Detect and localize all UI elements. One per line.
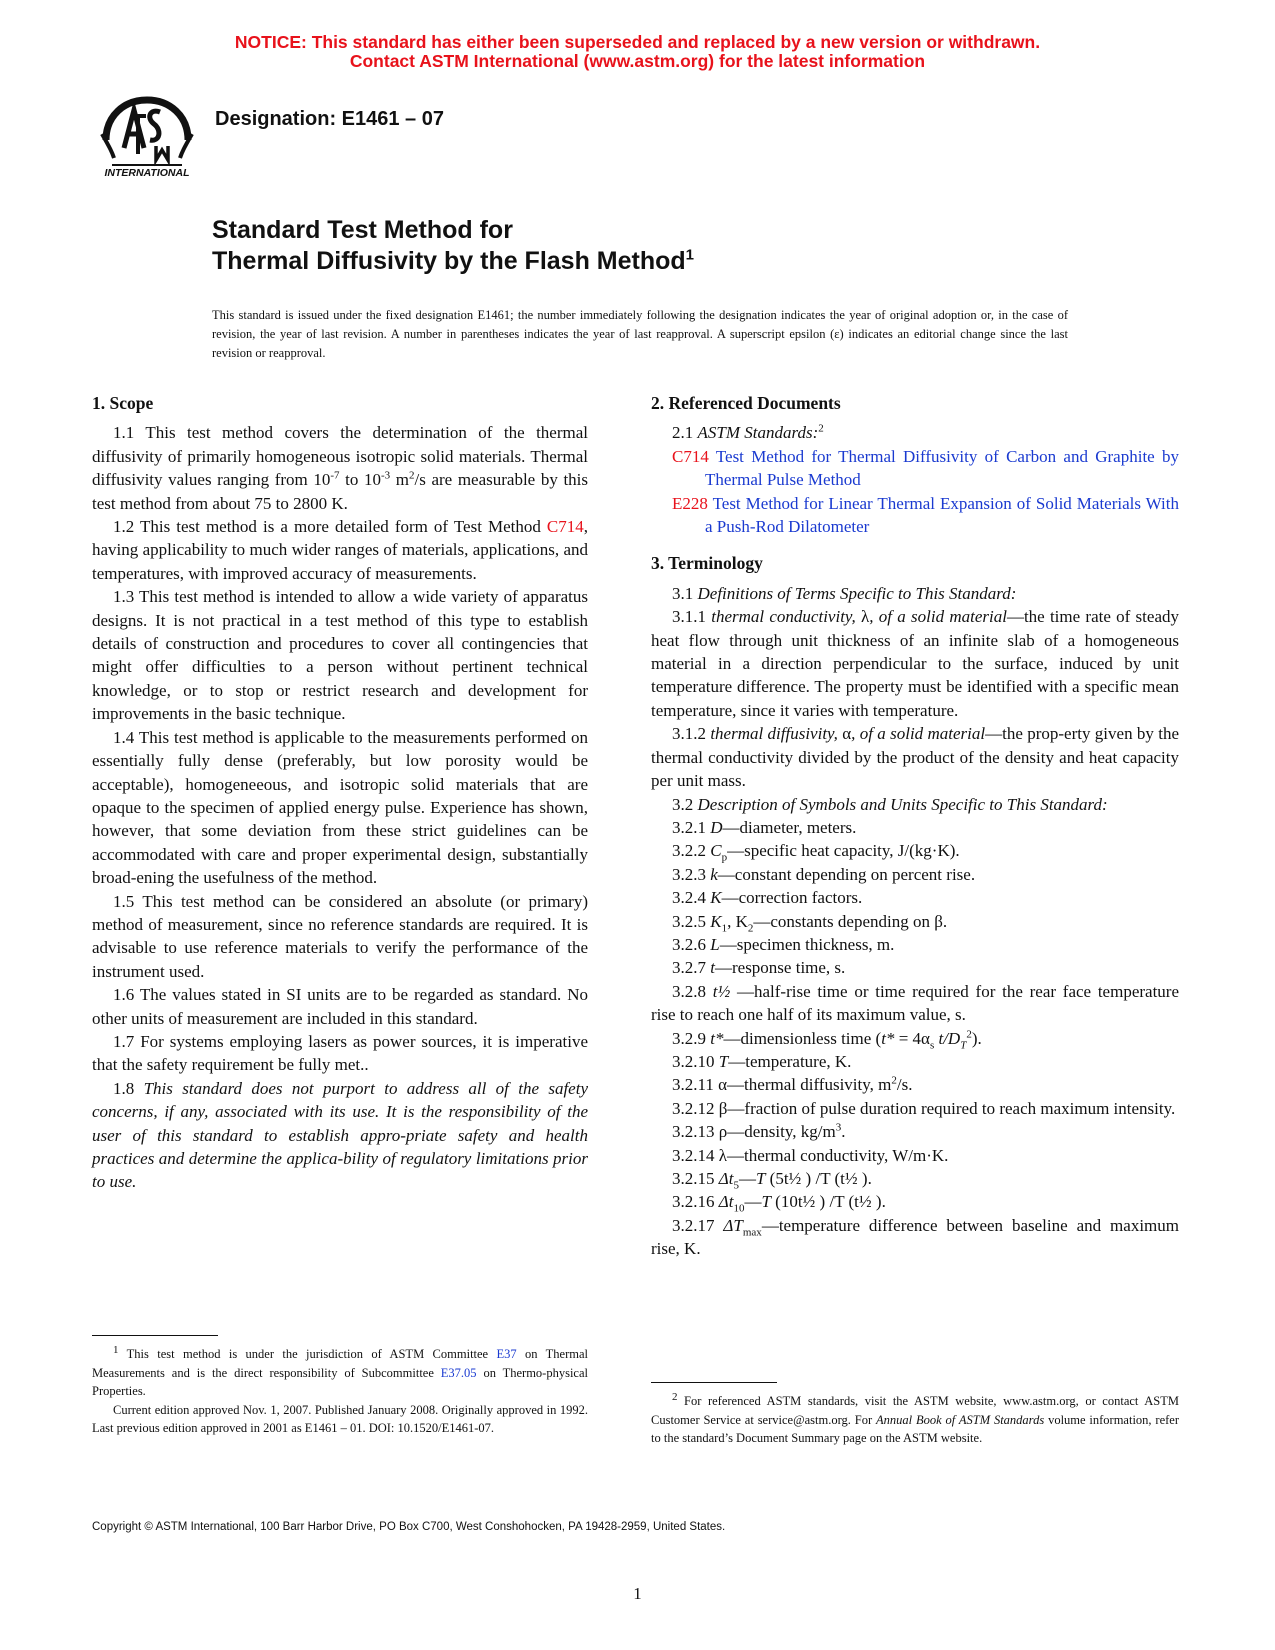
symbol-3-2-13: 3.2.13 ρ—density, $kg/m^3$. bbox=[672, 1121, 846, 1142]
notice-line-1: NOTICE: This standard has either been superseded and replaced by a new version or withdrawn. bbox=[234, 32, 1041, 52]
para-3-1-1: 3.1.1 thermal conductivity, λ, of a solid material—the time rate of steady heat flow through unit thickness of an infinite slab of a homogeneous material in a direction perpendicular to the surface, induced by unit temperature difference. The property must be identified with a specific mean temperature, since it varies with temperature. bbox=[651, 607, 1179, 720]
copyright-line: Copyright © ASTM International, 100 Barr Harbor Drive, PO Box C700, West Conshohocken, PA 19428-2959, United States. bbox=[92, 1521, 726, 1533]
para-3-1: 3.1 Definitions of Terms Specific to This Standard: bbox=[672, 583, 1017, 603]
designation: Designation: E1461 – 07 bbox=[215, 108, 444, 130]
title-footnote-mark: 1 bbox=[685, 246, 695, 264]
para-3-1-2: 3.1.2 thermal diffusivity, α, of a solid material—the prop-erty given by the thermal conductivity divided by the product of the density and heat capacity per unit mass. bbox=[651, 724, 1179, 791]
ref-c714[interactable]: C714 Test Method for Thermal Diffusivity of Carbon and Graphite by Thermal Pulse Method bbox=[672, 446, 1179, 490]
symbol-3-2-4: 3.2.4 K—correction factors. bbox=[672, 888, 863, 908]
symbol-3-2-1: 3.2.1 D—diameter, meters. bbox=[672, 817, 857, 837]
title-line-1: Standard Test Method for bbox=[212, 216, 513, 244]
section-heading-referenced-documents: 2. Referenced Documents bbox=[651, 393, 841, 413]
symbol-3-2-7: 3.2.7 t—response time, s. bbox=[672, 958, 846, 978]
para-1-4: 1.4 This test method is applicable to the measurements performed on essentially fully dense (preferably, but low porosity would be acceptable), homogeneeous, and isotropic solid materials that are opaque to the specimen of applied energy pulse. Experience has shown, however, that some deviation from these strict guidelines can be accommodated with care and proper experimental design, substantially broad-ening the usefulness of the method. bbox=[92, 727, 588, 888]
symbol-3-2-6: 3.2.6 L—specimen thickness, m. bbox=[672, 934, 895, 954]
right-column bbox=[651, 392, 1179, 1261]
title-line-2-text: Thermal Diffusivity by the Flash Method bbox=[212, 247, 686, 275]
footnote-2 bbox=[651, 1382, 1179, 1448]
para-1-5: 1.5 This test method can be considered an absolute (or primary) method of measurement, since no reference standards are required. It is advisable to use reference materials to verify the performance of the instrument used. bbox=[92, 891, 588, 981]
issuance-note: This standard is issued under the fixed designation E1461; the number immediately following the designation indicates the year of original adoption or, in the case of revision, the year of last revision. A number in parentheses indicates the year of last reapproval. A superscript epsilon (ε) indicates an editorial change since the last revision or reapproval. bbox=[212, 308, 1068, 360]
supersede-notice bbox=[0, 33, 1275, 71]
footnote-1-para-2: Current edition approved Nov. 1, 2007. Published January 2008. Originally approved in 1992. Last previous edition approved in 2001 as E1461 – 01. DOI: 10.1520/E1461-07. bbox=[92, 1402, 588, 1435]
symbol-3-2-17: 3.2.17 $\Delta T_{max}—temperature$ difference between baseline and maximum rise, K. bbox=[651, 1215, 1179, 1259]
symbol-3-2-10: 3.2.10 T—temperature, K. bbox=[672, 1051, 852, 1071]
link-e37-05[interactable]: E37.05 bbox=[440, 1365, 477, 1380]
link-e37[interactable]: E37 bbox=[496, 1347, 517, 1361]
title-line-2 bbox=[212, 246, 694, 277]
symbol-3-2-9: 3.2.9 t*—dimensionless time ($t* = 4\alpha_s$ $t/D_T^2$). bbox=[672, 1027, 982, 1051]
page-number: 1 bbox=[633, 1584, 642, 1603]
astm-logo-mark bbox=[92, 88, 202, 184]
para-3-2: 3.2 Description of Symbols and Units Specific to This Standard: bbox=[672, 794, 1108, 814]
logo-text: INTERNATIONAL bbox=[104, 167, 190, 179]
ref-e228[interactable]: E228 Test Method for Linear Thermal Expansion of Solid Materials With a Push-Rod Dilatometer bbox=[672, 493, 1179, 537]
symbol-3-2-16: 3.2.16 $\Delta t_{10}—T$ (10t½ ) /T (t½ ). bbox=[672, 1192, 886, 1215]
footnote-1 bbox=[92, 1335, 588, 1438]
symbol-3-2-15: 3.2.15 $\Delta t_5—T$ (5t½ ) /T (t½ ). bbox=[672, 1169, 872, 1192]
para-2-1: 2.1 ASTM Standards:$^2$ bbox=[672, 422, 824, 443]
para-1-1: 1.1 This test method covers the determination of the thermal diffusivity of primarily homogeneous isotropic solid materials. Thermal diffusivity values ranging from $10^{-7}$ to $10^{-3}$ $m^2/s$ are measurable by this test method from about 75 to 2800 K. bbox=[92, 423, 589, 513]
footnote-2-para: $^2$ For referenced ASTM standards, visit the ASTM website, www.astm.org, or contact ASTM Customer Service at service@astm.org. For Annual Book of ASTM Standards volume information, refer to the standard’s Document Summary page on the ASTM website. bbox=[651, 1390, 1179, 1445]
symbol-3-2-11: 3.2.11 α—thermal diffusivity, $m^2/s$. bbox=[672, 1074, 913, 1095]
para-1-3: 1.3 This test method is intended to allow a wide variety of apparatus designs. It is not practical in a test method of this type to establish details of construction and procedures to cover all contingencies that might offer difficulties to a person without pertinent technical knowledge, or to stop or restrict research and development for improvements in the basic technique. bbox=[92, 587, 588, 724]
astm-logo bbox=[92, 88, 202, 184]
symbol-3-2-3: 3.2.3 k—constant depending on percent rise. bbox=[672, 864, 976, 884]
symbol-3-2-14: 3.2.14 λ—thermal conductivity, W/m·K. bbox=[672, 1145, 949, 1165]
left-column bbox=[92, 392, 588, 1194]
section-heading-scope: 1. Scope bbox=[92, 393, 154, 413]
para-1-8: 1.8 This standard does not purport to address all of the safety concerns, if any, associated with its use. It is the responsibility of the user of this standard to establish appro-priate safety and health practices and determine the applica-bility of regulatory limitations prior to use. bbox=[92, 1078, 588, 1192]
para-1-2: 1.2 This test method is a more detailed form of Test Method C714, having applicability to much wider ranges of materials, applications, and temperatures, with improved accuracy of measurements. bbox=[92, 517, 588, 583]
symbol-3-2-2: 3.2.2 $C_p—specific$ heat capacity, J/(kg·K). bbox=[672, 841, 960, 864]
footnote-1-para-1: $^1$ This test method is under the jurisdiction of ASTM Committee E37 on Thermal Measurements and is the direct responsibility of Subcommittee E37.05 on Thermo-physical Properties. bbox=[92, 1343, 588, 1398]
symbol-3-2-12: 3.2.12 β—fraction of pulse duration required to reach maximum intensity. bbox=[672, 1098, 1176, 1118]
notice-line-2: Contact ASTM International (www.astm.org) for the latest information bbox=[349, 51, 926, 71]
symbol-3-2-8: 3.2.8 t½ —half-rise time or time required for the rear face temperature rise to reach one half of its maximum value, s. bbox=[651, 981, 1180, 1025]
symbol-3-2-5: 3.2.5 $K_1$, $K_2—constants$ depending on β. bbox=[672, 911, 948, 934]
document-title bbox=[212, 215, 694, 277]
section-heading-terminology: 3. Terminology bbox=[651, 553, 763, 574]
para-1-7: 1.7 For systems employing lasers as power sources, it is imperative that the safety requirement be fully met.. bbox=[92, 1031, 588, 1075]
para-1-6: 1.6 The values stated in SI units are to be regarded as standard. No other units of measurement are included in this standard. bbox=[92, 985, 588, 1028]
link-c714[interactable]: C714 bbox=[546, 517, 584, 537]
